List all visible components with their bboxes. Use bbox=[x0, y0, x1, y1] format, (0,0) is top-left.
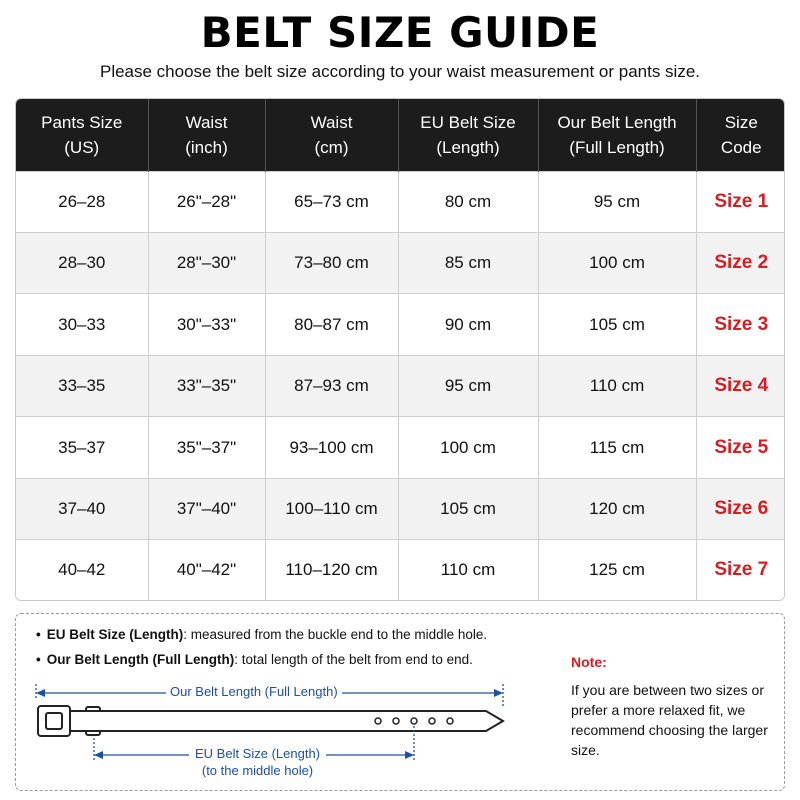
eu-size-label-line2: (to the middle hole) bbox=[201, 763, 314, 778]
bullet-eu-belt-size bbox=[36, 627, 487, 642]
arrow-right-icon bbox=[405, 751, 414, 759]
table-cell: 100 cm bbox=[398, 417, 538, 478]
table-cell: 33"–35" bbox=[148, 355, 265, 416]
size-code-cell: Size 5 bbox=[696, 417, 785, 478]
bullet-icon: • bbox=[36, 652, 41, 667]
header-line2: (Length) bbox=[436, 137, 500, 157]
table-row bbox=[16, 478, 785, 539]
eu-size-label-line1: EU Belt Size (Length) bbox=[195, 746, 321, 761]
table-header-cell bbox=[538, 99, 696, 171]
table-cell: 26"–28" bbox=[148, 171, 265, 232]
table-cell: 105 cm bbox=[538, 294, 696, 355]
size-code-cell: Size 6 bbox=[696, 478, 785, 539]
arrow-left-icon bbox=[36, 689, 45, 697]
table-row bbox=[16, 294, 785, 355]
table-row bbox=[16, 540, 785, 600]
table-row bbox=[16, 171, 785, 232]
table-row bbox=[16, 355, 785, 416]
table-header-cell bbox=[265, 99, 398, 171]
header-line1: Pants Size bbox=[41, 112, 123, 132]
table-cell: 95 cm bbox=[398, 355, 538, 416]
table-cell: 87–93 cm bbox=[265, 355, 398, 416]
size-code-cell: Size 4 bbox=[696, 355, 785, 416]
table-cell: 40–42 bbox=[16, 540, 148, 600]
bullet-text: : total length of the belt from end to end. bbox=[234, 652, 473, 667]
table-cell: 120 cm bbox=[538, 478, 696, 539]
header-line2: Code bbox=[720, 137, 762, 157]
table-cell: 30"–33" bbox=[148, 294, 265, 355]
table-cell: 35"–37" bbox=[148, 417, 265, 478]
table-cell: 80–87 cm bbox=[265, 294, 398, 355]
header-line1: EU Belt Size bbox=[420, 112, 516, 132]
table-cell: 110–120 cm bbox=[265, 540, 398, 600]
size-table bbox=[16, 99, 785, 600]
table-cell: 125 cm bbox=[538, 540, 696, 600]
table-cell: 95 cm bbox=[538, 171, 696, 232]
table-cell: 37"–40" bbox=[148, 478, 265, 539]
header-line2: (cm) bbox=[314, 137, 349, 157]
header-line2: (US) bbox=[64, 137, 100, 157]
table-cell: 93–100 cm bbox=[265, 417, 398, 478]
header-line1: Waist bbox=[310, 112, 353, 132]
table-cell: 115 cm bbox=[538, 417, 696, 478]
table-header-row bbox=[16, 99, 785, 171]
size-code-cell: Size 2 bbox=[696, 232, 785, 293]
arrow-right-icon bbox=[494, 689, 503, 697]
table-header-cell bbox=[696, 99, 785, 171]
size-table-container bbox=[15, 98, 785, 601]
size-code-cell: Size 3 bbox=[696, 294, 785, 355]
table-cell: 30–33 bbox=[16, 294, 148, 355]
header-line2: (inch) bbox=[185, 137, 228, 157]
full-length-label: Our Belt Length (Full Length) bbox=[166, 684, 342, 699]
bullet-text: : measured from the buckle end to the middle hole. bbox=[183, 627, 488, 642]
note-text: If you are between two sizes or prefer a more relaxed fit, we recommend choosing the larger size. bbox=[571, 682, 768, 758]
table-cell: 33–35 bbox=[16, 355, 148, 416]
bullet-full-length bbox=[36, 652, 473, 667]
table-cell: 90 cm bbox=[398, 294, 538, 355]
notes-panel bbox=[15, 613, 785, 791]
eu-size-label bbox=[189, 745, 326, 779]
table-cell: 28"–30" bbox=[148, 232, 265, 293]
page-subtitle: Please choose the belt size according to your waist measurement or pants size. bbox=[99, 62, 701, 81]
table-header-cell bbox=[398, 99, 538, 171]
size-code-cell: Size 1 bbox=[696, 171, 785, 232]
table-cell: 100 cm bbox=[538, 232, 696, 293]
header-line2: (Full Length) bbox=[569, 137, 665, 157]
bullet-term: Our Belt Length (Full Length) bbox=[46, 652, 235, 667]
table-cell: 65–73 cm bbox=[265, 171, 398, 232]
size-code-cell: Size 7 bbox=[696, 540, 785, 600]
table-row bbox=[16, 232, 785, 293]
table-cell: 100–110 cm bbox=[265, 478, 398, 539]
arrow-left-icon bbox=[94, 751, 103, 759]
table-body bbox=[16, 171, 785, 600]
table-cell: 37–40 bbox=[16, 478, 148, 539]
bullet-term: EU Belt Size (Length) bbox=[46, 627, 184, 642]
note-title: Note: bbox=[571, 654, 607, 670]
header-line1: Our Belt Length bbox=[557, 112, 677, 132]
table-cell: 73–80 cm bbox=[265, 232, 398, 293]
table-cell: 110 cm bbox=[398, 540, 538, 600]
bullet-icon: • bbox=[36, 627, 41, 642]
page-title: BELT SIZE GUIDE bbox=[200, 8, 600, 57]
table-cell: 40"–42" bbox=[148, 540, 265, 600]
table-cell: 26–28 bbox=[16, 171, 148, 232]
table-cell: 80 cm bbox=[398, 171, 538, 232]
table-header-cell bbox=[148, 99, 265, 171]
table-row bbox=[16, 417, 785, 478]
table-cell: 110 cm bbox=[538, 355, 696, 416]
table-cell: 35–37 bbox=[16, 417, 148, 478]
table-header-cell bbox=[16, 99, 148, 171]
table-cell: 28–30 bbox=[16, 232, 148, 293]
table-cell: 105 cm bbox=[398, 478, 538, 539]
table-cell: 85 cm bbox=[398, 232, 538, 293]
header-line1: Size bbox=[724, 112, 758, 132]
header-line1: Waist bbox=[185, 112, 228, 132]
